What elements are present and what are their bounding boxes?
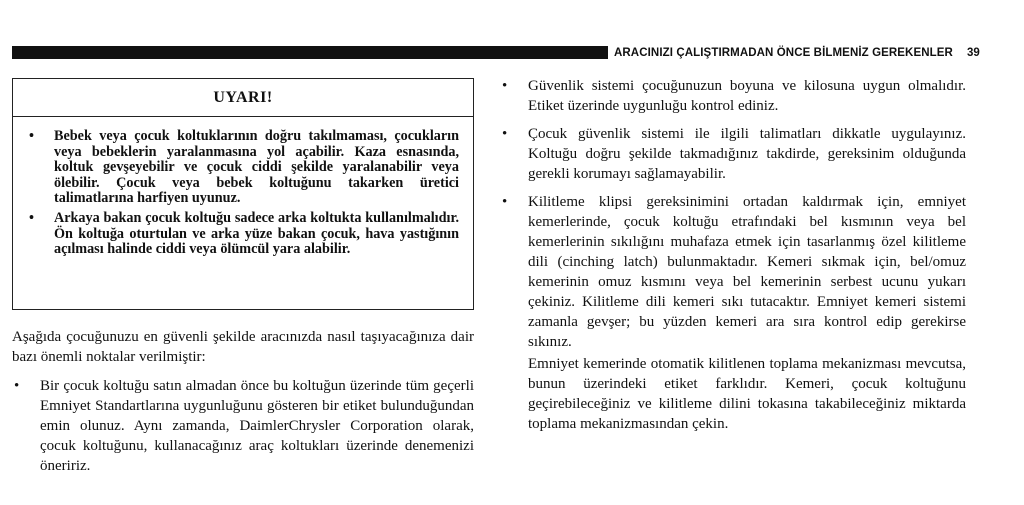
list-item-text: Bir çocuk koltuğu satın almadan önce bu koltuğun üzerinde tüm geçerli Emniyet Standartlarına uygunluğunu gösteren bir etiket bulunduğundan emin olunuz. Aynı zamanda, DaimlerChrysler Corporation olarak, çocuk koltuğunu, kullanacağınız araç koltukları üzerinde denemenizi öneririz. (40, 378, 474, 474)
bullet-icon: • (502, 78, 508, 94)
list-item-text: Kilitleme klipsi gereksinimini ortadan kaldırmak için, emniyet kemerlerinde, çocuk koltuğu etrafındaki bel kısmının veya bel kemerlerinin sıkılığını muhafaza etmek için tasarlanmış özel kilitleme dili (cinching latch) bulunmaktadır. Kemeri sıkmak için, bel/omuz kemerinin omuz kısmını veya bel kemerinin serbest ucunu yukarı çekiniz. Kilitleme dili kemeri sıkı tutacaktır. Emniyet kemeri sistemi zamanla gevşer; bu yüzden kemeri ara sıra kontrol edip gerekirse sıkınız. (528, 194, 966, 350)
list-item (500, 124, 966, 184)
list-item (500, 192, 966, 352)
warning-box (12, 78, 474, 310)
list-item-text: Çocuk güvenlik sistemi ile ilgili talimatları dikkatle uygulayınız. Koltuğu doğru şekilde takmadığınız takdirde, gereksinim olduğunda gerekli korumayı sağlamayabilir. (528, 126, 966, 182)
warning-title: UYARI! (13, 79, 473, 117)
bullet-icon: • (502, 126, 508, 142)
intro-paragraph: Aşağıda çocuğunuzu en güvenli şekilde aracınızda nasıl taşıyacağınıza dair bazı önemli noktalar verilmiştir: (12, 329, 474, 365)
list-item (12, 376, 474, 476)
header-title: ARACINIZI ÇALIŞTIRMADAN ÖNCE BİLMENİZ GEREKENLER (614, 47, 953, 59)
bullet-icon: • (29, 209, 34, 226)
warning-list (13, 117, 473, 258)
running-header (614, 47, 980, 59)
warning-item-text: Arkaya bakan çocuk koltuğu sadece arka koltukta kullanılmalıdır. Ön koltuğa oturtulan ve arka yüze bakan çocuk, hava yastığının açılması halinde ciddi veya ölümcül yara alabilir. (54, 209, 459, 258)
bullet-icon: • (14, 378, 20, 394)
header-rule (12, 46, 608, 59)
bullet-icon: • (502, 194, 508, 210)
left-bullet-list (12, 376, 474, 476)
page-number: 39 (966, 47, 980, 59)
warning-item (13, 129, 459, 207)
list-item (500, 76, 966, 116)
closing-paragraph: Emniyet kemerinde otomatik kilitlenen toplama mekanizması mevcutsa, bunun üzerindeki etiket farklıdır. Kemeri, çocuk koltuğunu geçirebileceğiniz ve kilitleme dilini tokasına takabileceğiniz miktarda toplama mekanizmasından çekin. (528, 356, 966, 432)
bullet-icon: • (29, 128, 34, 144)
warning-item (13, 211, 459, 258)
list-item-text: Güvenlik sistemi çocuğunuzun boyuna ve kilosuna uygun olmalıdır. Etiket üzerinde uygunluğu kontrol ediniz. (528, 78, 966, 114)
warning-item-text: Bebek veya çocuk koltuklarının doğru takılmaması, çocukların veya bebeklerin yaralanmasına yol açabilir. Kaza esnasında, koltuk gevşeyebilir ve çocuk ciddi şekilde yaralanabilir veya ölebilir. Çocuk veya bebek koltuğunu takarken üretici talimatlarına harfiyen uyunuz. (54, 128, 459, 207)
right-bullet-list (500, 76, 966, 360)
